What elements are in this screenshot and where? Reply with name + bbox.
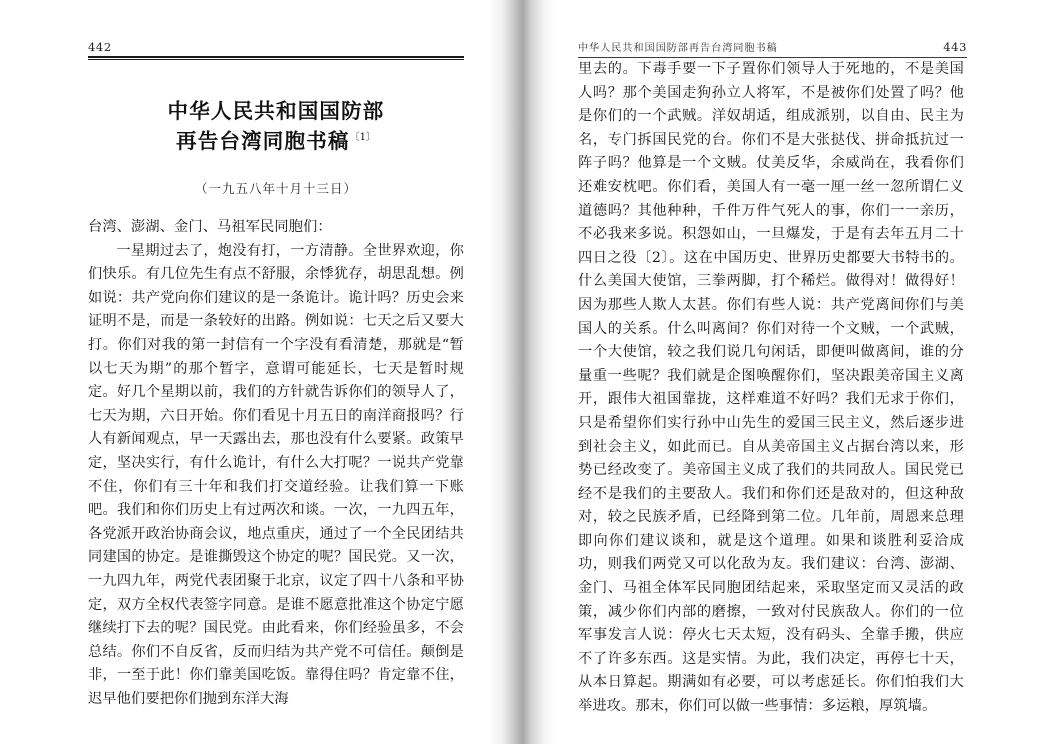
left-page-body: [88, 216, 464, 711]
right-page: [520, 0, 1041, 744]
page-title: [88, 96, 464, 157]
left-page-running-head: [88, 34, 464, 54]
page-title-line-2-wrapper: [88, 126, 464, 156]
left-page-header-rule: [88, 56, 464, 60]
right-page-running-head: [578, 34, 967, 54]
page-title-line-1: 中华人民共和国国防部: [167, 99, 385, 123]
right-page-folio-number: 443: [943, 40, 967, 54]
left-page: [0, 0, 520, 744]
right-page-body: [578, 58, 964, 719]
body-paragraph: 一星期过去了，炮没有打，一方清静。全世界欢迎，你们快乐。有几位先生有点不舒服，余悸犹存，胡思乱想。例如说：共产党向你们建议的是一条诡计。诡计吗？历史会来证明不是，而是一条较好的出路。例如说：七天之后又要大打。你们对我的第一封信有一个字没有看清楚，那就是“暂以七天为期”的那个暂字，意谓可能延长，七天是暂时规定。好几个星期以前，我们的方针就告诉你们的领导人了，七天为期，六日开始。你们看见十月五日的南洋商报吗？行人有新闻观点，早一天露出去，那也没有什么要紧。政策早定，坚决实行，有什么诡计，有什么大打呢？一说共产党靠不住，你们有三十年和我们打交道经验。让我们算一下账吧。我们和你们历史上有过两次和谈。一次，一九四五年，各党派开政治协商会议，地点重庆，通过了一个全民团结共同建国的协定。是谁撕毁这个协定的呢？国民党。又一次，一九四九年，两党代表团聚于北京，议定了四十八条和平协定，双方全权代表签字同意。是谁不愿意批准这个协定宁愿继续打下去的呢？国民党。由此看来，你们经验虽多，不会总结。你们不自反省，反而归结为共产党不可信任。颠倒是非，一至于此！你们靠美国吃饭。靠得住吗？肯定靠不住，迟早他们要把你们抛到东洋大海: [88, 242, 464, 707]
right-page-running-title: 中华人民共和国国防部再告台湾同胞书稿: [578, 43, 778, 54]
left-page-folio-number: 442: [88, 40, 112, 54]
salutation-paragraph: 台湾、澎湖、金门、马祖军民同胞们：: [88, 219, 332, 235]
title-block: [88, 96, 464, 197]
body-paragraph: 里去的。下毒手要一下子置你们领导人于死地的，不是美国人吗？那个美国走狗孙立人将军，不是被你们处置了吗？他是你们的一个武贼。洋奴胡适，组成派别，以自由、民主为名，专门拆国民党的台。你们不是大张挞伐、拼命抵抗过一阵子吗？他算是一个文贼。仗美反华，余威尚在，我看你们还难安枕吧。你们看，美国人有一毫一厘一丝一忽所谓仁义道德吗？其他种种，千件万件气死人的事，你们一一亲历，不必我来多说。积怨如山，一旦爆发，于是有去年五月二十四日之役〔2〕。这在中国历史、世界历史都要大书特书的。什么美国大使馆，三拳两脚，打个稀烂。做得对！做得好！因为那些人欺人太甚。你们有些人说：共产党离间你们与美国人的关系。什么叫离间？你们对待一个文贼，一个武贼，一个大使馆，较之我们说几句闲话，即便叫做离间，谁的分量重一些呢？我们就是企图唤醒你们，坚决跟美帝国主义离开，跟伟大祖国靠拢，这样难道不好吗？我们无求于你们，只是希望你们实行孙中山先生的爱国三民主义，然后逐步进到社会主义，如此而已。自从美帝国主义占据台湾以来，形势已经改变了。美帝国主义成了我们的共同敌人。国民党已经不是我们的主要敌人。我们和你们还是敌对的，但这种敌对，较之民族矛盾，已经降到第二位。几年前，周恩来总理即向你们建议谈和，就是这个道理。如果和谈胜利妥洽成功，则我们两党又可以化敌为友。我们建议：台湾、澎湖、金门、马祖全体军民同胞团结起来，采取坚定而又灵活的政策，减少你们内部的磨擦，一致对付民族敌人。你们的一位军事发言人说：停火七天太短，没有码头、全靠手搬，供应不了许多东西。这是实情。为此，我们决定，再停七十天，从本日算起。期满如有必要，可以考虑延长。你们怕我们大举进攻。那末，你们可以做一些事情：多运粮，厚筑墙。: [578, 61, 964, 715]
title-footnote-marker[interactable]: 〔1〕: [349, 132, 376, 144]
document-date: （一九五八年十月十三日）: [194, 180, 357, 196]
page-title-line-2: 再告台湾同胞书稿: [176, 129, 350, 154]
